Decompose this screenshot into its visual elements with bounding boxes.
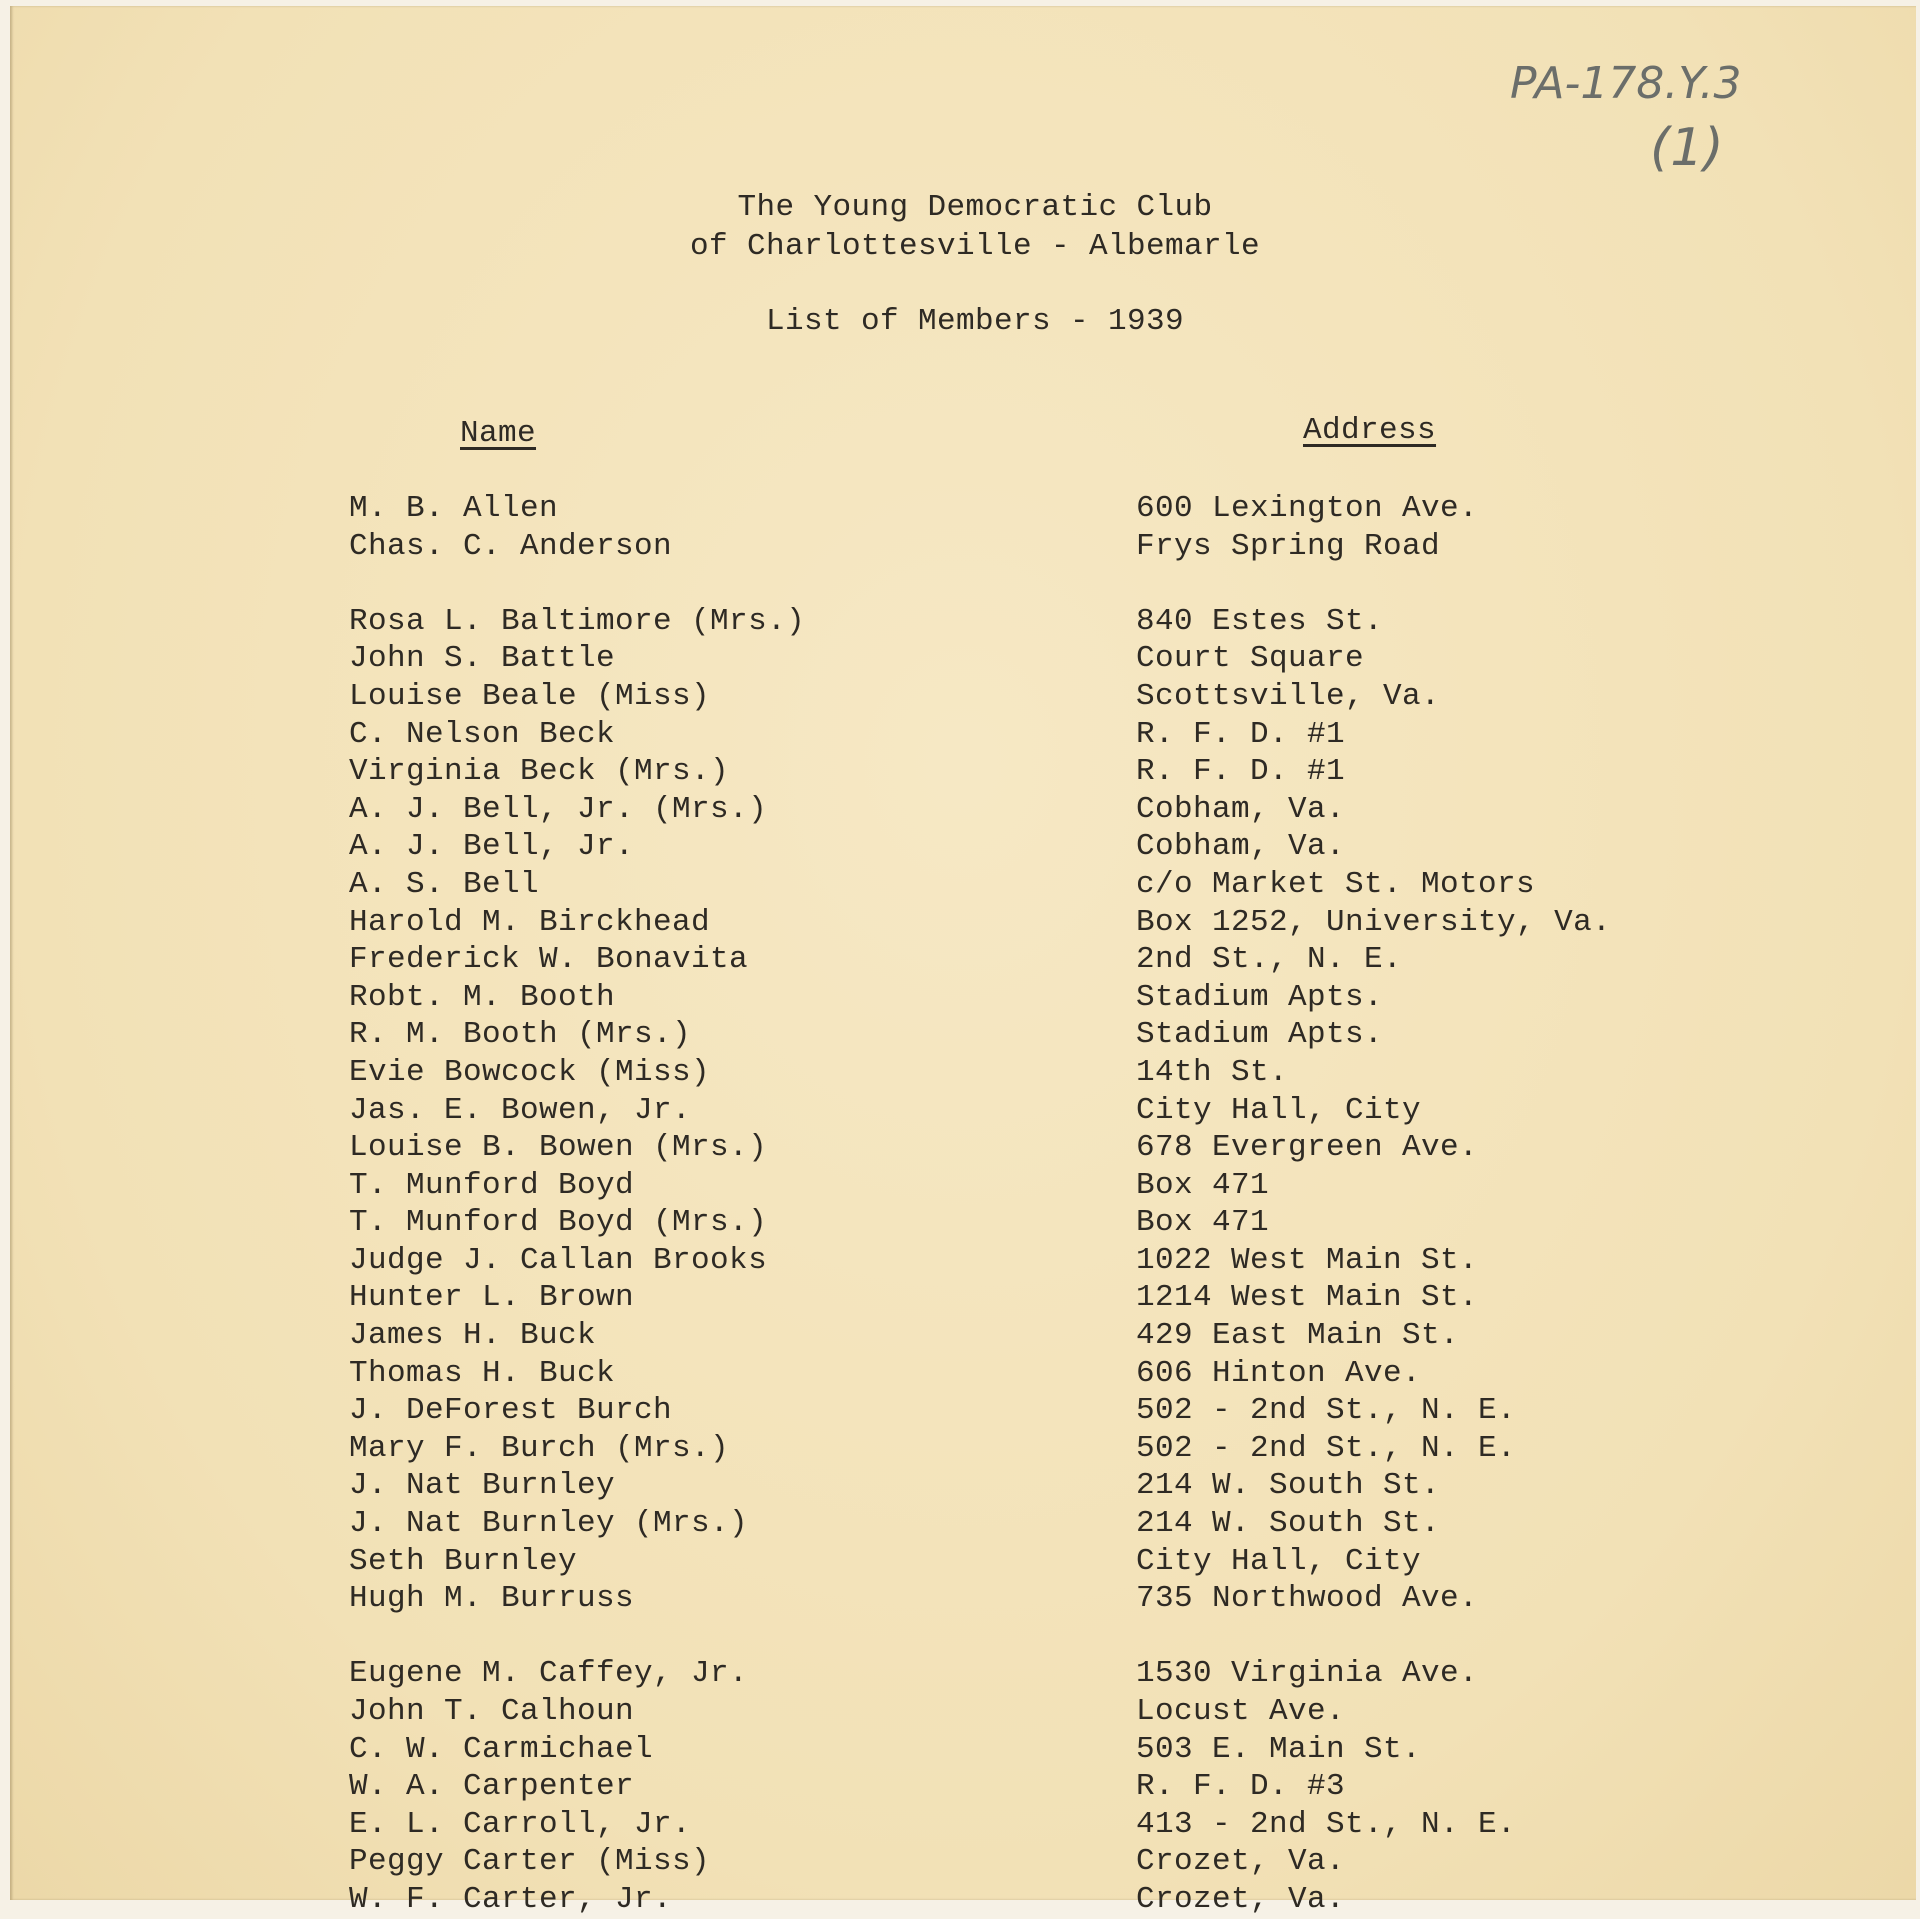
member-row: [10, 1881, 1910, 1919]
member-name: Louise Beale (Miss): [349, 678, 711, 714]
member-name: T. Munford Boyd (Mrs.): [349, 1205, 768, 1241]
member-address: 503 E. Main St.: [1136, 1731, 1422, 1767]
member-row: [10, 1693, 1910, 1731]
member-name: Mary F. Burch (Mrs.): [349, 1430, 730, 1466]
member-address: 606 Hinton Ave.: [1136, 1355, 1422, 1391]
member-row: [10, 603, 1910, 641]
member-address: Box 1252, University, Va.: [1136, 904, 1612, 940]
name-column-header: Name: [460, 416, 537, 451]
member-row: [10, 1204, 1910, 1242]
member-name: Hugh M. Burruss: [349, 1581, 635, 1617]
member-name: J. DeForest Burch: [349, 1393, 673, 1429]
member-address: Crozet, Va.: [1136, 1881, 1346, 1917]
member-address: 678 Evergreen Ave.: [1136, 1130, 1479, 1166]
member-address: R. F. D. #3: [1136, 1769, 1346, 1805]
member-name: John T. Calhoun: [349, 1694, 635, 1729]
club-name: The Young Democratic Club: [737, 190, 1213, 225]
member-row: [10, 1355, 1910, 1393]
member-address: c/o Market St. Motors: [1136, 866, 1536, 902]
member-name: E. L. Carroll, Jr.: [349, 1806, 692, 1842]
member-name: James H. Buck: [349, 1318, 597, 1354]
member-address: R. F. D. #1: [1136, 754, 1346, 790]
member-row: [10, 1279, 1910, 1317]
member-row: [10, 1016, 1910, 1054]
member-row: [10, 678, 1910, 716]
address-column-header: Address: [1303, 413, 1437, 448]
member-address: City Hall, City: [1136, 1543, 1422, 1579]
member-address: 214 W. South St.: [1136, 1468, 1441, 1504]
member-name: R. M. Booth (Mrs.): [349, 1017, 692, 1053]
member-name: Jas. E. Bowen, Jr.: [349, 1092, 692, 1128]
blank-row: [10, 565, 1910, 603]
member-name: Judge J. Callan Brooks: [349, 1242, 768, 1278]
club-location: of Charlottesville - Albemarle: [689, 229, 1261, 264]
member-address: 2nd St., N. E.: [1136, 942, 1403, 978]
member-row: [10, 828, 1910, 866]
handwritten-page-number: (1): [1650, 118, 1724, 178]
member-address: 1022 West Main St.: [1136, 1242, 1479, 1278]
member-address: 600 Lexington Ave.: [1136, 491, 1479, 526]
member-name: A. J. Bell, Jr. (Mrs.): [349, 791, 768, 827]
member-name: T. Munford Boyd: [349, 1167, 635, 1203]
member-row: [10, 791, 1910, 829]
member-list: [10, 490, 1910, 1919]
member-address: Stadium Apts.: [1136, 1017, 1384, 1053]
member-row: [10, 490, 1910, 528]
member-address: 1214 West Main St.: [1136, 1280, 1479, 1316]
member-address: R. F. D. #1: [1136, 716, 1346, 752]
member-address: 429 East Main St.: [1136, 1318, 1460, 1354]
member-address: 735 Northwood Ave.: [1136, 1581, 1479, 1617]
member-name: M. B. Allen: [349, 491, 559, 526]
member-row: [10, 1655, 1910, 1693]
member-address: Stadium Apts.: [1136, 979, 1384, 1015]
member-name: Rosa L. Baltimore (Mrs.): [349, 603, 806, 639]
member-row: [10, 1843, 1910, 1881]
member-address: Box 471: [1136, 1205, 1270, 1241]
member-address: Frys Spring Road: [1136, 528, 1441, 564]
member-row: [10, 1242, 1910, 1280]
member-name: W. F. Carter, Jr.: [349, 1881, 673, 1917]
member-name: J. Nat Burnley (Mrs.): [349, 1506, 749, 1542]
member-name: John S. Battle: [349, 641, 616, 677]
member-row: [10, 1317, 1910, 1355]
member-name: W. A. Carpenter: [349, 1769, 635, 1805]
member-row: [10, 1430, 1910, 1468]
member-row: [10, 1806, 1910, 1844]
member-row: [10, 979, 1910, 1017]
member-row: [10, 1731, 1910, 1769]
member-address: 840 Estes St.: [1136, 603, 1384, 639]
member-row: [10, 1167, 1910, 1205]
member-name: Virginia Beck (Mrs.): [349, 754, 730, 790]
member-row: [10, 528, 1910, 566]
list-title: List of Members - 1939: [765, 304, 1185, 339]
member-row: [10, 1392, 1910, 1430]
member-address: 502 - 2nd St., N. E.: [1136, 1393, 1517, 1429]
member-row: [10, 753, 1910, 791]
member-address: Locust Ave.: [1136, 1694, 1346, 1729]
member-address: 413 - 2nd St., N. E.: [1136, 1806, 1517, 1842]
handwritten-catalog-number: PA-178.Y.3: [1510, 58, 1742, 109]
member-name: Louise B. Bowen (Mrs.): [349, 1130, 768, 1166]
member-name: A. S. Bell: [349, 866, 540, 902]
member-row: [10, 866, 1910, 904]
member-row: [10, 904, 1910, 942]
member-row: [10, 1054, 1910, 1092]
member-name: Harold M. Birckhead: [349, 904, 711, 940]
member-row: [10, 941, 1910, 979]
member-address: Cobham, Va.: [1136, 791, 1346, 827]
member-row: [10, 716, 1910, 754]
member-address: Scottsville, Va.: [1136, 678, 1441, 714]
member-address: City Hall, City: [1136, 1092, 1422, 1128]
member-name: A. J. Bell, Jr.: [349, 829, 635, 865]
member-row: [10, 1092, 1910, 1130]
member-address: 502 - 2nd St., N. E.: [1136, 1430, 1517, 1466]
member-address: Cobham, Va.: [1136, 829, 1346, 865]
member-row: [10, 640, 1910, 678]
member-row: [10, 1768, 1910, 1806]
document-page: [10, 6, 1916, 1917]
member-row: [10, 1505, 1910, 1543]
member-row: [10, 1129, 1910, 1167]
member-address: Box 471: [1136, 1167, 1270, 1203]
member-name: Peggy Carter (Miss): [349, 1844, 711, 1880]
member-name: Chas. C. Anderson: [349, 528, 673, 564]
member-name: J. Nat Burnley: [349, 1468, 616, 1504]
member-name: Hunter L. Brown: [349, 1280, 635, 1316]
member-row: [10, 1467, 1910, 1505]
member-row: [10, 1580, 1910, 1618]
member-name: Evie Bowcock (Miss): [349, 1054, 711, 1090]
member-name: Seth Burnley: [349, 1543, 578, 1579]
member-row: [10, 1543, 1910, 1581]
member-address: 14th St.: [1136, 1054, 1289, 1090]
member-address: Court Square: [1136, 641, 1365, 677]
member-name: Frederick W. Bonavita: [349, 942, 749, 978]
blank-row: [10, 1618, 1910, 1656]
member-address: Crozet, Va.: [1136, 1844, 1346, 1880]
member-name: Robt. M. Booth: [349, 979, 616, 1015]
member-address: 214 W. South St.: [1136, 1506, 1441, 1542]
member-name: Thomas H. Buck: [349, 1355, 616, 1391]
member-name: C. Nelson Beck: [349, 716, 616, 752]
member-name: C. W. Carmichael: [349, 1731, 654, 1767]
member-address: 1530 Virginia Ave.: [1136, 1656, 1479, 1692]
member-name: Eugene M. Caffey, Jr.: [349, 1656, 749, 1692]
